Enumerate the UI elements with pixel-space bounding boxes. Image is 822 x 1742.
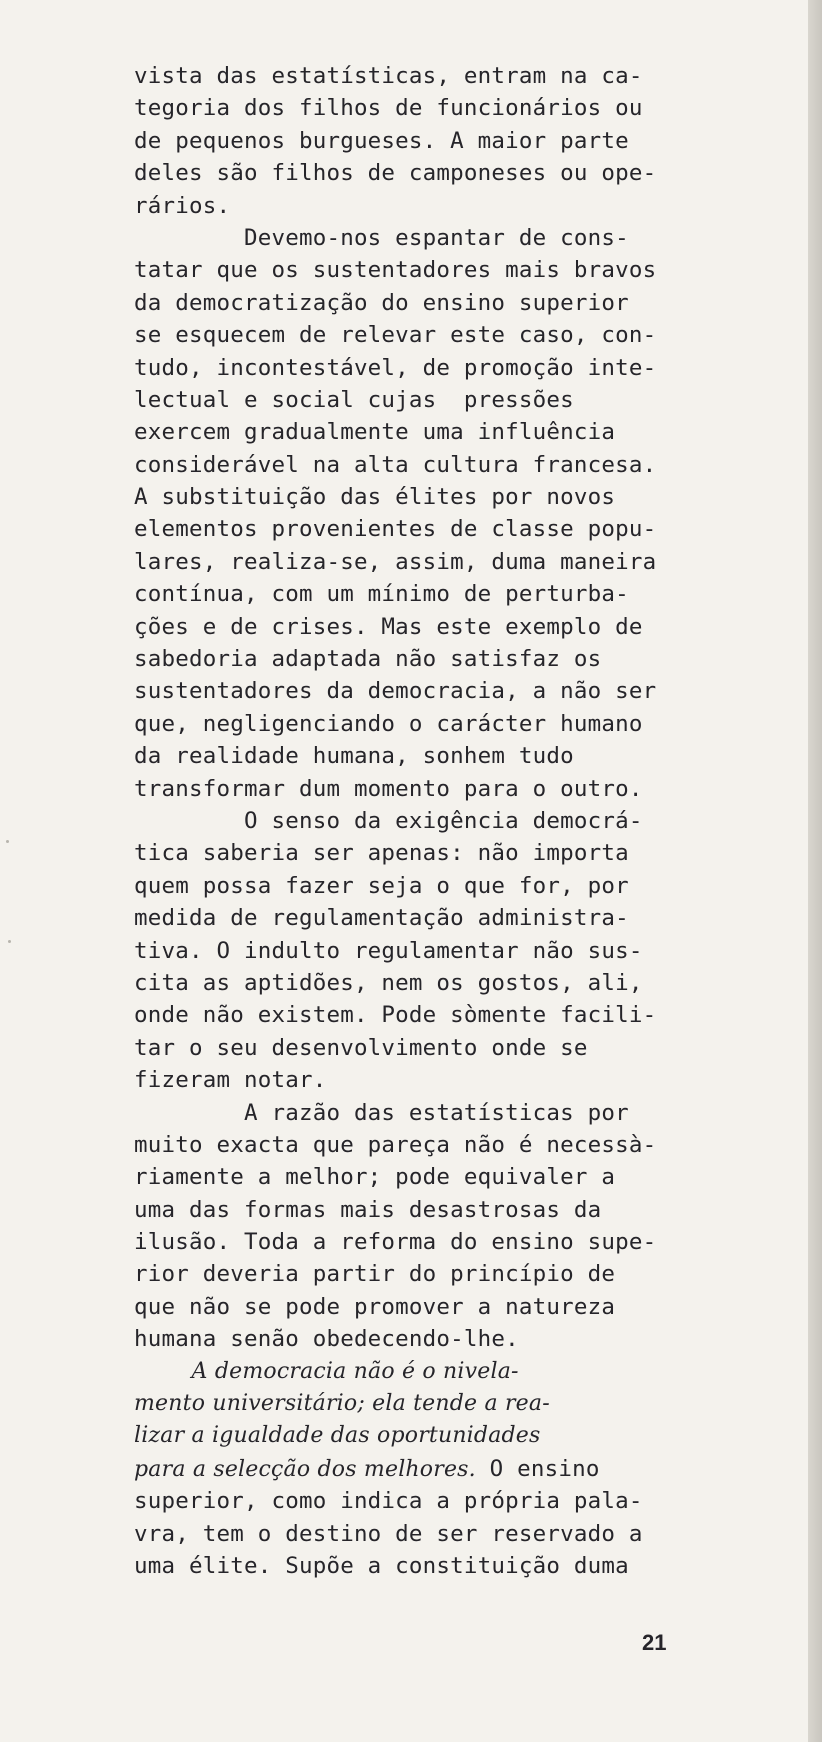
- text-line: tiva. O indulto regulamentar não sus-: [134, 937, 643, 964]
- text-line: rior deveria partir do princípio de: [134, 1261, 616, 1288]
- text-line: ções e de crises. Mas este exemplo de: [134, 613, 643, 640]
- text-line: de pequenos burgueses. A maior parte: [134, 127, 629, 154]
- text-line: vra, tem o destino de ser reservado a: [134, 1520, 643, 1547]
- text-line: quem possa fazer seja o que for, por: [134, 872, 629, 899]
- regular-phrase: O ensino: [475, 1455, 600, 1482]
- text-line: fizeram notar.: [134, 1067, 327, 1094]
- text-line: tica saberia ser apenas: não importa: [134, 840, 629, 867]
- text-line: O senso da exigência democrá-: [134, 807, 643, 834]
- text-line: lares, realiza-se, assim, duma maneira: [134, 548, 657, 575]
- text-line: ilusão. Toda a reforma do ensino supe-: [134, 1229, 657, 1256]
- text-line: tatar que os sustentadores mais bravos: [134, 257, 657, 284]
- text-line: riamente a melhor; pode equivaler a: [134, 1164, 616, 1191]
- text-line: se esquecem de relevar este caso, con-: [134, 322, 657, 349]
- text-line: onde não existem. Pode sòmente facili-: [134, 1002, 657, 1029]
- text-line: sustentadores da democracia, a não ser: [134, 678, 657, 705]
- text-line: deles são filhos de camponeses ou ope-: [134, 160, 657, 187]
- text-line: A razão das estatísticas por: [134, 1099, 629, 1126]
- body-text: [134, 60, 674, 1582]
- text-line: medida de regulamentação administra-: [134, 905, 629, 932]
- text-line: que, negligenciando o carácter humano: [134, 710, 643, 737]
- text-line: vista das estatísticas, entram na ca-: [134, 63, 643, 89]
- italic-phrase: para a selecção dos melhores.: [134, 1456, 476, 1482]
- text-line: que não se pode promover a natureza: [134, 1293, 616, 1320]
- text-line: transformar dum momento para o outro.: [134, 775, 643, 802]
- italic-text-line: mento universitário; ela tende a rea-: [134, 1391, 550, 1417]
- text-line: uma das formas mais desastrosas da: [134, 1196, 602, 1223]
- text-line: uma élite. Supõe a constituição duma: [134, 1552, 629, 1579]
- italic-text-line: A democracia não é o nivela-: [134, 1358, 519, 1384]
- text-line: exercem gradualmente uma influência: [134, 419, 616, 446]
- page-edge: [808, 0, 822, 1742]
- text-line: A substituição das élites por novos: [134, 484, 616, 511]
- text-line: tegoria dos filhos de funcionários ou: [134, 95, 643, 122]
- text-line: tudo, incontestável, de promoção inte-: [134, 354, 657, 381]
- text-line: humana senão obedecendo-lhe.: [134, 1326, 519, 1353]
- text-line: lectual e social cujas pressões: [134, 386, 574, 413]
- text-line: cita as aptidões, nem os gostos, ali,: [134, 969, 643, 996]
- text-line: da democratização do ensino superior: [134, 289, 629, 316]
- text-line: considerável na alta cultura francesa.: [134, 451, 657, 478]
- text-line: muito exacta que pareça não é necessà-: [134, 1131, 657, 1158]
- text-line: Devemo-nos espantar de cons-: [134, 224, 629, 251]
- text-line: contínua, com um mínimo de perturba-: [134, 581, 629, 608]
- text-line: da realidade humana, sonhem tudo: [134, 743, 574, 770]
- italic-text-line: lizar a igualdade das oportunidades: [134, 1423, 541, 1449]
- paper-speck: [8, 940, 11, 943]
- text-line: superior, como indica a própria pala-: [134, 1488, 643, 1515]
- mixed-text-line: [134, 1453, 674, 1485]
- text-line: rários.: [134, 192, 231, 219]
- paper-speck: [6, 840, 9, 843]
- text-line: tar o seu desenvolvimento onde se: [134, 1034, 588, 1061]
- text-line: sabedoria adaptada não satisfaz os: [134, 646, 602, 673]
- text-line: elementos provenientes de classe popu-: [134, 516, 657, 543]
- page-number: 21: [642, 1630, 667, 1655]
